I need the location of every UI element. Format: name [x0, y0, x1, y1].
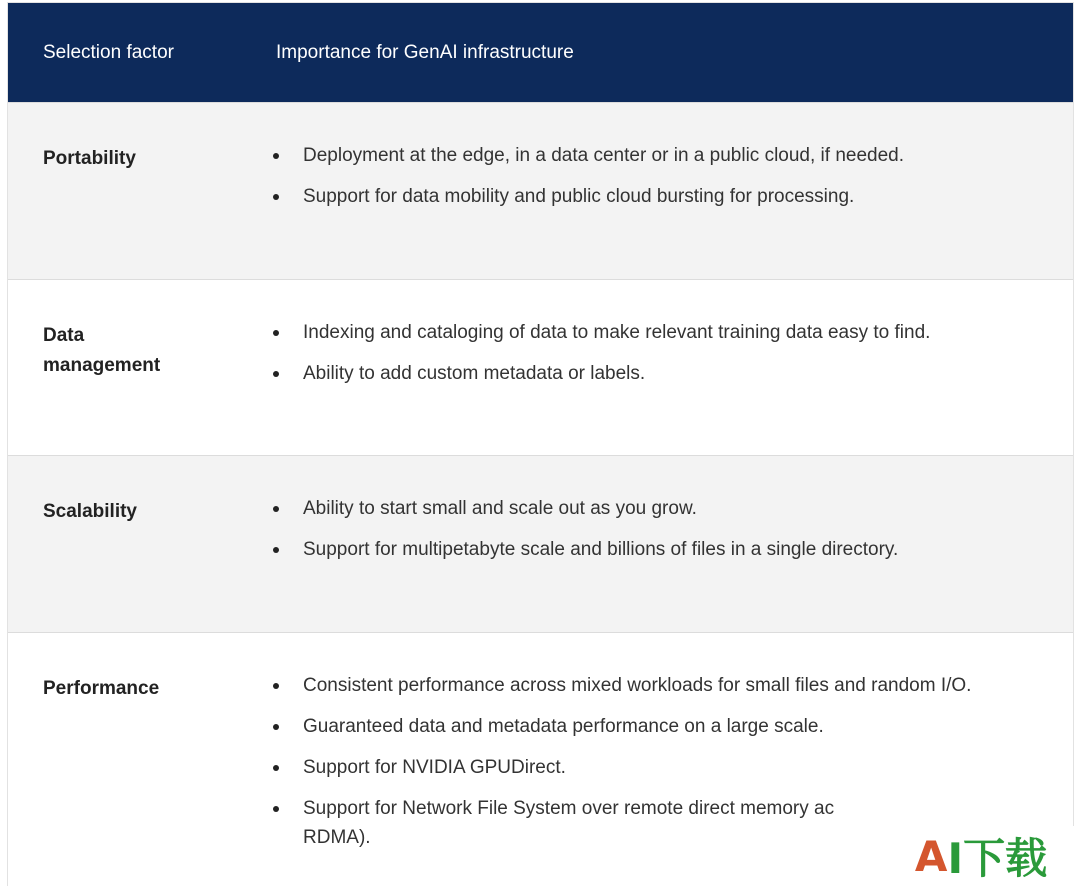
list-item: Indexing and cataloging of data to make relevant training data easy to find. [242, 318, 1073, 347]
header-importance: Importance for GenAI infrastructure [276, 41, 574, 63]
list-item: Support for Network File System over remote direct memory ac [242, 794, 1073, 823]
bullet-icon [273, 371, 279, 377]
list-item: Consistent performance across mixed workloads for small files and random I/O. [242, 671, 1073, 700]
table-row-data-management [8, 279, 1073, 455]
bullet-icon [273, 683, 279, 689]
factor-table [7, 2, 1074, 886]
factor-label: Data management [43, 325, 161, 376]
header-selection-factor: Selection factor [43, 41, 174, 63]
table-header [8, 3, 1073, 102]
bullet-list [242, 456, 1073, 632]
list-item: Ability to start small and scale out as you grow. [242, 494, 1073, 523]
list-item: Deployment at the edge, in a data center or in a public cloud, if needed. [242, 141, 1073, 170]
bullet-icon [273, 765, 279, 771]
bullet-icon [273, 806, 279, 812]
bullet-icon [273, 506, 279, 512]
list-item: Guaranteed data and metadata performance on a large scale. [242, 712, 1073, 741]
bullet-list [242, 280, 1073, 455]
factor-label: Portability [43, 148, 136, 169]
table-row-portability [8, 102, 1073, 279]
bullet-list [242, 103, 1073, 279]
bullet-icon [273, 194, 279, 200]
table-row-scalability [8, 455, 1073, 632]
watermark-logo: A I下载 [882, 826, 1080, 886]
bullet-icon [273, 153, 279, 159]
factor-label: Performance [43, 678, 160, 699]
bullet-icon [273, 724, 279, 730]
list-item-continuation: RDMA). [303, 827, 371, 848]
list-item: Ability to add custom metadata or labels. [242, 359, 1073, 388]
list-item: Support for multipetabyte scale and billions of files in a single directory. [242, 535, 1073, 564]
bullet-icon [273, 547, 279, 553]
list-item: Support for NVIDIA GPUDirect. [242, 753, 1073, 782]
bullet-icon [273, 330, 279, 336]
factor-label: Scalability [43, 501, 137, 522]
list-item: Support for data mobility and public cloud bursting for processing. [242, 182, 1073, 211]
